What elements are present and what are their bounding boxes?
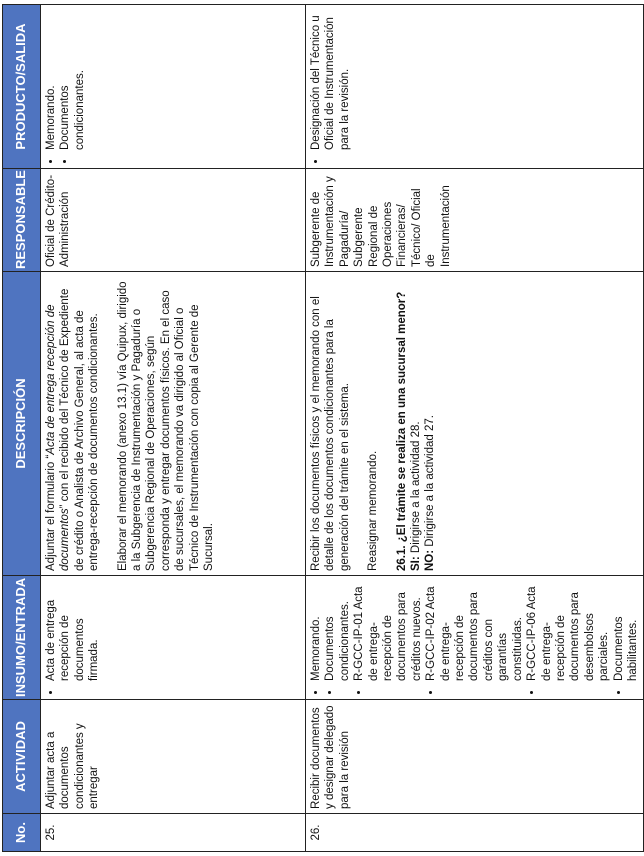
descripcion-paragraph: Recibir los documentos físicos y el memorando con el detalle de los documentos condicionantes para la generación del trámite en el sistema. (310, 296, 351, 571)
decision-no (423, 276, 437, 571)
yes-label: SI: (410, 556, 423, 571)
decision-yes (409, 276, 423, 571)
no-text: Dirigirse a la actividad 27. (424, 415, 437, 550)
process-table (2, 4, 644, 852)
header-num: No. (3, 814, 41, 852)
insumo-item: • R-GCC-IP-01 Acta de entrega-recepción de documentos para créditos nuevos. (352, 580, 424, 681)
yes-text: Dirigirse a la actividad 28. (410, 421, 423, 557)
producto-cell (41, 5, 306, 169)
header-producto: PRODUCTO/SALIDA (3, 5, 41, 169)
insumo-item: • Acta de entrega recepción de documentos firmada. (44, 580, 102, 681)
insumo-item: • Documentos habilitantes. (612, 580, 641, 681)
descripcion-cell (306, 272, 644, 576)
table-row (41, 5, 306, 852)
insumo-cell (41, 576, 306, 700)
actividad-cell: Adjuntar acta a documentos condicionantes y entregar (41, 700, 306, 814)
no-label: NO: (424, 549, 437, 571)
table-row (306, 5, 644, 852)
producto-cell (306, 5, 644, 169)
form-name: Acta de entrega recepción de documentos (45, 304, 72, 571)
descripcion-paragraph: Elaborar el memorando (anexo 13.1) vía Quipux, dirigido a la Subgerencia de Instrumentación y Pagaduría o Subgerencia Regional de Operaciones, según corresponda y entregar documentos físicos. En el caso de sucursales, el memorando va dirigido al Oficial o Técnico de Instrumentación con copia al Gerente de Sucursal. (116, 281, 216, 571)
row-number: 25. (41, 814, 306, 852)
insumo-cell (306, 576, 644, 700)
header-row (3, 5, 41, 852)
responsable-cell: Subgerente de Instrumentación y Pagaduría/ Subgerente Regional de Operaciones Financieras/ Técnico/ Oficial de Instrumentación (306, 169, 644, 272)
responsable-cell: Oficial de Crédito-Administración (41, 169, 306, 272)
row-number: 26. (306, 814, 644, 852)
descripcion-cell (41, 272, 306, 576)
insumo-item: • Documentos condicionantes. (323, 580, 352, 681)
insumo-item: • Memorando. (309, 580, 323, 681)
descripcion-text: ” con el recibido del Técnico de Expediente de crédito o Analista de Archivo General, al acta de entrega-recepción de documentos condicionantes. (59, 288, 101, 571)
descripcion-paragraph: Reasignar memorando. (367, 450, 380, 571)
header-actividad: ACTIVIDAD (3, 700, 41, 814)
producto-item: • Memorando. (44, 9, 58, 150)
insumo-item: • R-GCC-IP-02 Acta de entrega-recepción de documentos para créditos con garantías constituidas. (424, 580, 525, 681)
producto-item: • Documentos condicionantes. (58, 9, 87, 150)
descripcion-paragraph (44, 276, 102, 571)
header-responsable: RESPONSABLE (3, 169, 41, 272)
header-descripcion: DESCRIPCIÓN (3, 272, 41, 576)
decision-question: 26.1. ¿El trámite se realiza en una sucursal menor? (395, 291, 408, 571)
descripcion-text: Adjuntar el formulario “ (45, 454, 57, 571)
header-insumo: INSUMO/ENTRADA (3, 576, 41, 700)
insumo-item: • R-GCC-IP-06 Acta de entrega-recepción de documentos para desembolsos parciales. (525, 580, 611, 681)
producto-item: • Designación del Técnico u Oficial de Instrumentación para la revisión. (309, 9, 352, 150)
actividad-cell: Recibir documentos y designar delegado para la revisión (306, 700, 644, 814)
